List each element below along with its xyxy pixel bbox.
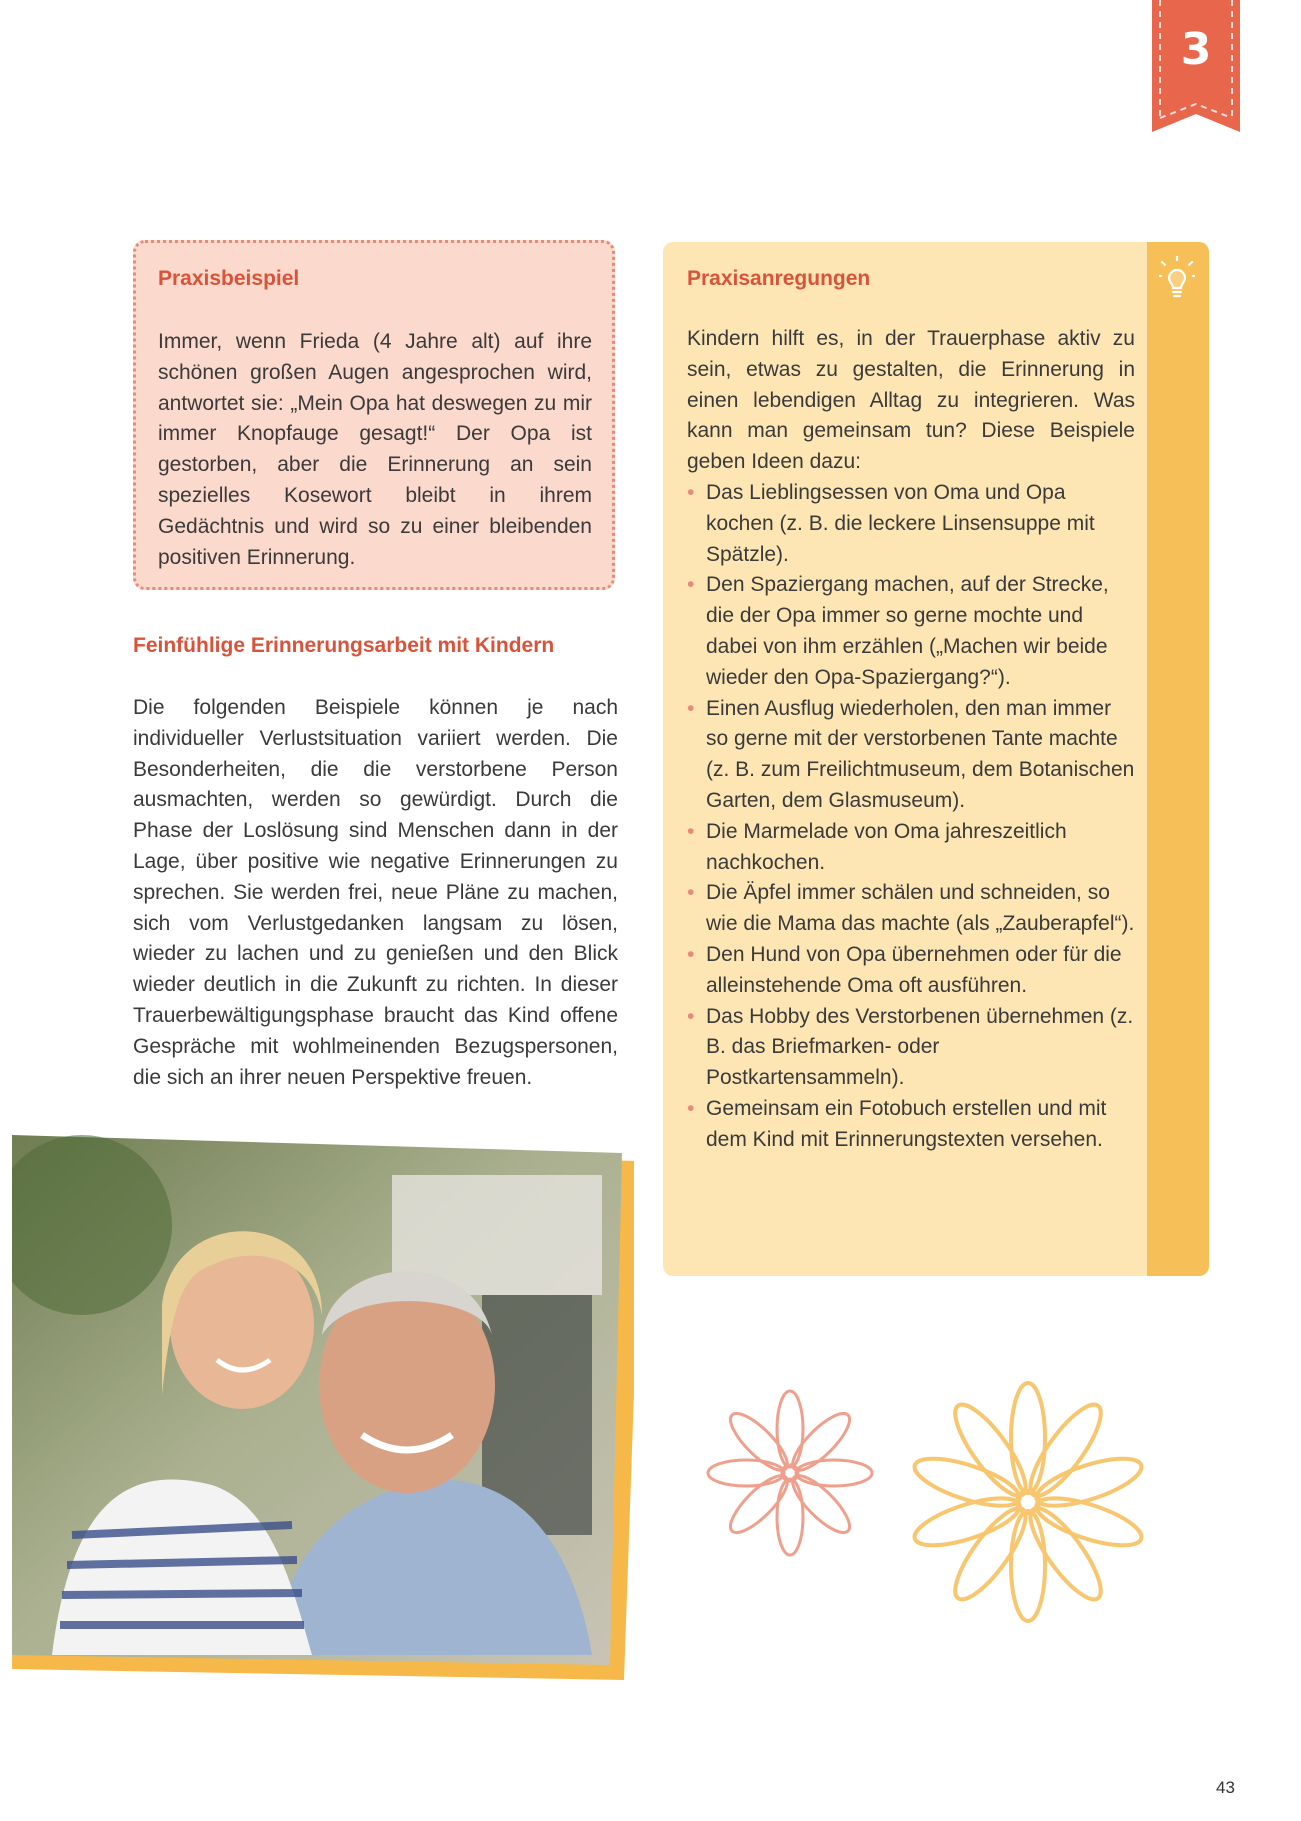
praxisbeispiel-title: Praxisbeispiel — [158, 267, 300, 290]
list-item: • Das Hobby des Verstorbenen übernehmen (z. B. das Briefmarken- oder Postkartensammeln). — [687, 1002, 1135, 1094]
section-text: Die folgenden Beispiele können je nach individueller Verlustsituation variiert werden. Die Besonderheiten, die die verstorbene Person ausmachten, werden so gewürdigt. Durch die Phase der Loslösung sind Menschen dann in der Lage, über positive wie negative Erinnerungen zu sprechen. Sie werden frei, neue Pläne zu machen, sich vom Verlustgedanken langsam zu lösen, wieder zu lachen und zu genießen und den Blick wieder deutlich in die Zukunft zu richten. In dieser Trauerbewältigungsphase braucht das Kind offene Gespräche mit wohlmeinenden Bezugspersonen, die sich an ihrer neuen Perspektive freuen. — [133, 696, 618, 1089]
photo-grandfather-granddaughter-icon — [12, 1135, 634, 1680]
praxisanregungen-box — [663, 242, 1209, 1276]
lightbulb-icon — [1159, 256, 1195, 300]
praxisbeispiel-text: Immer, wenn Frieda (4 Jahre alt) auf ihre schönen großen Augen angesprochen wird, antwortet sie: „Mein Opa hat deswegen zu mir immer Knopfauge gesagt!“ Der Opa ist gestorben, aber die Erinnerung an sein spezielles Kosewort bleibt in ihrem Gedächtnis und wird so zu einer bleibenden positiven Erinnerung. — [158, 330, 592, 569]
page-number: 43 — [1216, 1778, 1235, 1797]
list-item: • Die Äpfel immer schälen und schneiden, so wie die Mama das machte (als „Zauberapfel“). — [687, 878, 1135, 940]
list-item: • Das Lieblingsessen von Oma und Opa kochen (z. B. die leckere Linsensuppe mit Spätzle). — [687, 478, 1135, 570]
praxisbeispiel-box — [133, 240, 615, 590]
box-side-stripe — [1147, 242, 1209, 1276]
praxisanregungen-title: Praxisanregungen — [687, 267, 871, 290]
tips-list — [687, 478, 1135, 1156]
praxisanregungen-content — [687, 324, 1135, 1156]
section-heading: Feinfühlige Erinnerungsarbeit mit Kindern — [133, 634, 555, 657]
photo-frame — [12, 1135, 634, 1680]
list-item: • Den Hund von Opa übernehmen oder für die alleinstehende Oma oft ausführen. — [687, 940, 1135, 1002]
chapter-number: 3 — [1180, 24, 1212, 75]
praxisanregungen-intro: Kindern hilft es, in der Trauerphase aktiv zu sein, etwas zu gestalten, die Erinnerung in einen lebendigen Alltag zu integrieren. Was kann man gemeinsam tun? Diese Beispiele geben Ideen dazu: — [687, 327, 1135, 474]
list-item: • Gemeinsam ein Fotobuch erstellen und mit dem Kind mit Erinnerungstexten versehen. — [687, 1094, 1135, 1156]
flower-yellow-icon — [898, 1372, 1158, 1632]
list-item: • Die Marmelade von Oma jahreszeitlich nachkochen. — [687, 817, 1135, 879]
chapter-tab — [1152, 0, 1240, 132]
flower-pink-icon — [705, 1388, 875, 1558]
list-item: • Den Spaziergang machen, auf der Strecke, die der Opa immer so gerne mochte und dabei von ihm erzählen („Machen wir beide wieder den Opa-Spaziergang?“). — [687, 570, 1135, 693]
list-item: • Einen Ausflug wiederholen, den man immer so gerne mit der verstorbenen Tante machte (z. B. zum Freilichtmuseum, dem Botanischen Garten, dem Glasmuseum). — [687, 694, 1135, 817]
